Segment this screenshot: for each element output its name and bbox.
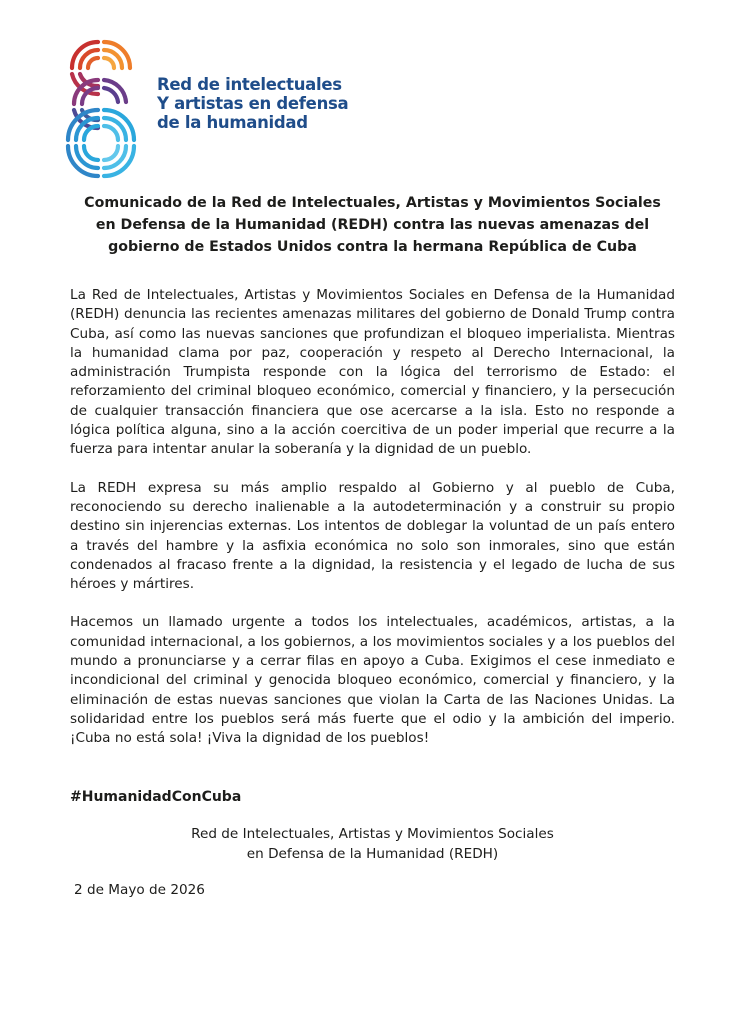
- signature-line: en Defensa de la Humanidad (REDH): [246, 846, 499, 862]
- document-body: [70, 286, 675, 768]
- signature: [70, 824, 675, 864]
- logo-line: de la humanidad: [157, 113, 308, 132]
- redh-logo: [60, 30, 349, 180]
- logo-line: Y artistas en defensa: [157, 94, 349, 113]
- document-title: [70, 192, 675, 258]
- title-line: gobierno de Estados Unidos contra la hermana República de Cuba: [108, 239, 637, 255]
- hashtag: #HumanidadConCuba: [70, 789, 242, 805]
- signature-line: Red de Intelectuales, Artistas y Movimientos Sociales: [191, 826, 554, 842]
- body-paragraph: La REDH expresa su más amplio respaldo al Gobierno y al pueblo de Cuba, reconociendo su derecho inalienable a la autodeterminación y a construir su propio destino sin injerencias externas. Los intentos de doblegar la voluntad de un país entero a través del hambre y la asfixia económica no solo son inmorales, sino que están condenados al fracaso frente a la dignidad, la resistencia y el legado de lucha de sus héroes y mártires.: [70, 479, 675, 593]
- body-paragraph: La Red de Intelectuales, Artistas y Movimientos Sociales en Defensa de la Humanidad (REDH) denuncia las recientes amenazas militares del gobierno de Donald Trump contra Cuba, así como las nuevas sanciones que profundizan el bloqueo imperialista. Mientras la humanidad clama por paz, cooperación y respeto al Derecho Internacional, la administración Trumpista responde con la lógica del terrorismo de Estado: el reforzamiento del criminal bloqueo económico, comercial y financiero, y la persecución de cualquier transacción financiera que ose acercarse a la isla. Esto no responde a lógica política alguna, sino a la acción coercitiva de un poder imperial que recurre a la fuerza para intentar anular la soberanía y la dignidad de un pueblo.: [70, 287, 675, 458]
- redh-emblem-icon: [60, 30, 160, 180]
- logo-wordmark: [157, 75, 397, 132]
- title-line: en Defensa de la Humanidad (REDH) contra las nuevas amenazas del: [95, 217, 650, 233]
- body-paragraph: Hacemos un llamado urgente a todos los intelectuales, académicos, artistas, a la comunidad internacional, a los gobiernos, a los movimientos sociales y a los pueblos del mundo a pronunciarse y a cerrar filas en apoyo a Cuba. Exigimos el cese inmediato e incondicional del criminal y genocida bloqueo económico, comercial y financiero, y la eliminación de estas nuevas sanciones que violan la Carta de las Naciones Unidas. La solidaridad entre los pueblos será más fuerte que el odio y la ambición del imperio. ¡Cuba no está sola! ¡Viva la dignidad de los pueblos!: [70, 614, 675, 747]
- logo-line: Red de intelectuales: [157, 75, 342, 94]
- document-date: 2 de Mayo de 2026: [74, 882, 205, 898]
- title-line: Comunicado de la Red de Intelectuales, Artistas y Movimientos Sociales: [84, 195, 661, 211]
